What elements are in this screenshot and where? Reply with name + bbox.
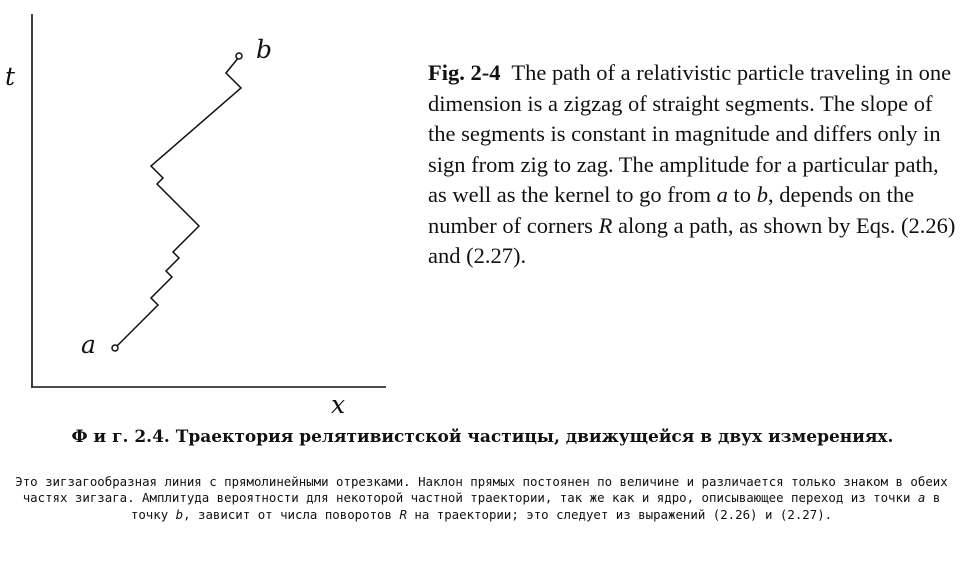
ru-body-3: , зависит от числа поворотов [183, 506, 400, 522]
ru-body-1: Это зигзагообразная линия с прямолинейными отрезками. Наклон прямых постоянен по величине и различается только знаком в обеих частях зигзага. Амплитуда вероятности для некоторой частной траектории, так же как и ядро, описывающее переход из точки [15, 474, 948, 506]
figure-label: Fig. 2-4 [428, 60, 501, 85]
ru-var-a: a [917, 490, 926, 506]
caption-var-a: a [716, 182, 728, 207]
caption-var-R: R [598, 212, 613, 238]
ru-var-b: b [175, 506, 184, 522]
t-axis-label: t [5, 62, 16, 91]
caption-var-b: b [756, 182, 768, 207]
caption-text-3: , depends on the number of corners [428, 182, 915, 238]
point-a-marker [112, 345, 118, 351]
point-b-marker [236, 53, 242, 59]
english-caption [428, 58, 958, 272]
ru-body-2: в точку [130, 490, 941, 522]
caption-text-1: The path of a relativistic particle traveling in one dimension is a zigzag of straight segments. The slope of the segments is constant in magnitude and differs only in sign from zig to zag. The amplitude for a particular path, as well as the kernel to go from [428, 60, 952, 207]
figure-svg [0, 0, 420, 420]
russian-caption-title: Ф и г. 2.4. Траектория релятивистской частицы, движущейся в двух измерениях. [71, 427, 894, 447]
zigzag-path [115, 57, 241, 348]
caption-text-2: to [727, 182, 757, 207]
zigzag-path-figure [0, 0, 420, 420]
ru-var-R: R [399, 506, 407, 522]
caption-text-4: along a path, as shown by Eqs. (2.26) and (2.27). [428, 212, 956, 268]
point-a-label: a [81, 330, 96, 359]
ru-body-4: на траектории; это следует из выражений (2.26) и (2.27). [406, 506, 833, 522]
point-b-label: b [256, 35, 273, 64]
x-axis-label: x [331, 390, 346, 419]
russian-caption-body [8, 474, 955, 523]
